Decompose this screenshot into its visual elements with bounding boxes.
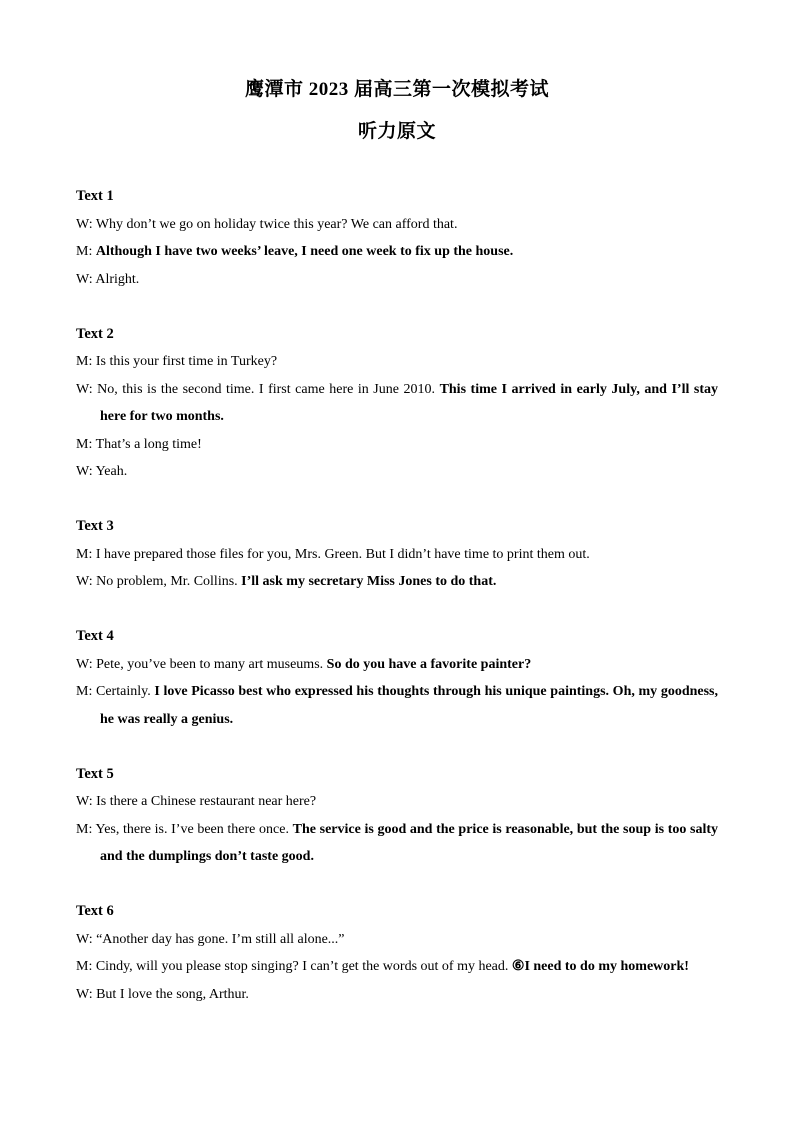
speaker-label: M: <box>76 354 93 369</box>
dialogue-line <box>76 678 718 733</box>
speaker-label: M: <box>76 821 93 837</box>
speaker-label: M: <box>76 959 93 974</box>
speaker-label: W: <box>76 794 93 809</box>
page-subtitle: 听力原文 <box>357 121 436 142</box>
dialogue-text: I have prepared those files for you, Mrs. Green. But I didn’t have time to print them out. <box>95 546 590 562</box>
speaker-label: W: <box>76 464 93 479</box>
speaker-label: W: <box>76 271 93 287</box>
speaker-label: M: <box>76 244 93 259</box>
dialogue-text: No problem, Mr. Collins. <box>96 574 238 589</box>
section-text-5 <box>76 761 718 871</box>
dialogue-text: Is this your first time in Turkey? <box>95 354 278 369</box>
speaker-label: M: <box>76 436 93 452</box>
dialogue-text: Why don’t we go on holiday twice this year? We can afford that. <box>95 216 458 232</box>
key-sentence: So do you have a favorite painter? <box>326 656 532 672</box>
dialogue-text: Certainly. <box>96 684 151 699</box>
key-sentence: I love Picasso best who expressed his thoughts through his unique paintings. Oh, my goodness, he was really a genius. <box>100 684 719 727</box>
dialogue-text: That’s a long time! <box>95 436 202 452</box>
dialogue-text: Alright. <box>95 271 140 287</box>
dialogue-line <box>76 348 718 376</box>
section-heading: Text 2 <box>76 325 114 342</box>
section-heading: Text 4 <box>76 628 114 644</box>
key-sentence: Although I have two weeks’ leave, I need one week to fix up the house. <box>95 244 514 259</box>
dialogue-line <box>76 211 718 239</box>
dialogue-line <box>76 816 718 871</box>
dialogue-line <box>76 568 718 596</box>
section-text-1 <box>76 183 718 293</box>
speaker-label: M: <box>76 546 93 562</box>
dialogue-line <box>76 238 718 266</box>
section-text-2 <box>76 321 718 486</box>
dialogue-text: But I love the song, Arthur. <box>96 986 249 1002</box>
speaker-label: W: <box>76 381 93 397</box>
speaker-label: W: <box>76 656 93 672</box>
speaker-label: W: <box>76 986 93 1002</box>
speaker-label: W: <box>76 574 93 589</box>
section-heading: Text 3 <box>76 518 114 534</box>
dialogue-line <box>76 266 718 294</box>
key-sentence: The service is good and the price is reasonable, but the soup is too salty and the dumplings don’t taste good. <box>100 821 719 864</box>
section-text-6 <box>76 898 718 1008</box>
speaker-label: M: <box>76 684 93 699</box>
dialogue-text: Pete, you’ve been to many art museums. <box>96 656 324 672</box>
dialogue-text: “Another day has gone. I’m still all alone...” <box>96 931 345 947</box>
dialogue-line <box>76 788 718 816</box>
dialogue-line <box>76 376 718 431</box>
dialogue-line <box>76 541 718 569</box>
section-text-4 <box>76 623 718 733</box>
section-heading: Text 1 <box>76 188 114 204</box>
key-sentence: I’ll ask my secretary Miss Jones to do that. <box>241 574 497 589</box>
dialogue-line <box>76 953 718 981</box>
speaker-label: W: <box>76 216 93 232</box>
dialogue-text: No, this is the second time. I first came here in June 2010. <box>97 381 436 397</box>
key-sentence: This time I arrived in early July, and I’ll stay here for two months. <box>100 381 719 424</box>
dialogue-line <box>76 651 718 679</box>
dialogue-text: Yeah. <box>95 464 128 479</box>
dialogue-line <box>76 431 718 459</box>
dialogue-text: Is there a Chinese restaurant near here? <box>96 794 317 809</box>
dialogue-line <box>76 926 718 954</box>
key-sentence: ⑥I need to do my homework! <box>511 959 689 974</box>
page-title: 鹰潭市 2023 届高三第一次模拟考试 <box>244 79 549 100</box>
transcript-content <box>76 183 718 1036</box>
dialogue-text: Yes, there is. I’ve been there once. <box>95 821 289 837</box>
dialogue-line <box>76 458 718 486</box>
section-text-3 <box>76 513 718 596</box>
section-heading: Text 5 <box>76 765 114 782</box>
dialogue-line <box>76 981 718 1009</box>
speaker-label: W: <box>76 931 93 947</box>
section-heading: Text 6 <box>76 903 114 919</box>
dialogue-text: Cindy, will you please stop singing? I can’t get the words out of my head. <box>95 959 509 974</box>
